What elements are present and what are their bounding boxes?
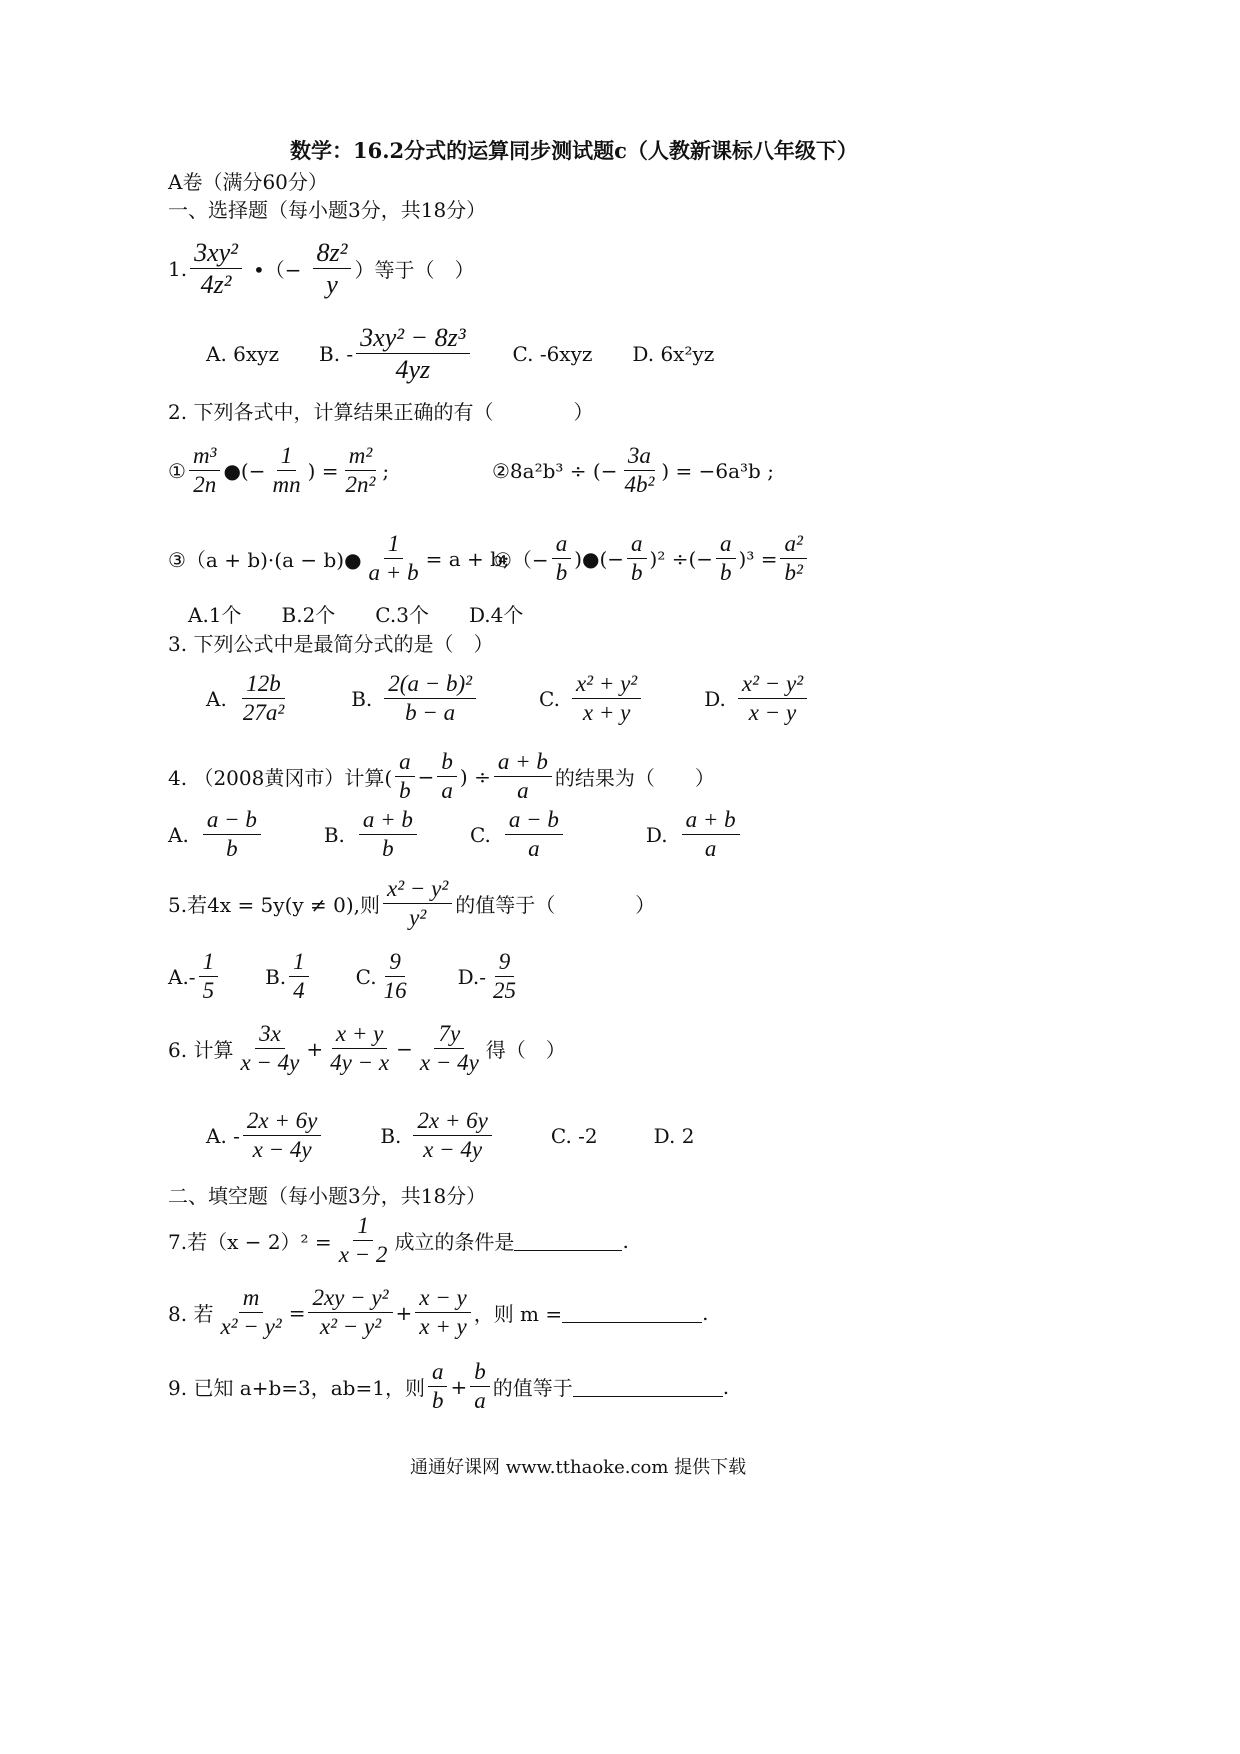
fraction: $\frac{\text{3xy² − 8z³}}{4yz}$	[356, 322, 469, 385]
statement-marker: ①	[168, 458, 186, 483]
answer-blank[interactable]	[562, 1302, 702, 1323]
fraction: $\frac{3a}{\text{4b²}}$	[624, 443, 655, 497]
question-tail: ，则 m =	[473, 1302, 563, 1326]
fraction: $\frac{\text{3xy²}}{\text{4z²}}$	[190, 237, 242, 300]
question-tail: 的值等于（ ）	[455, 893, 656, 917]
page-title: 数学：16.2分式的运算同步测试题c（人教新课标八年级下）	[290, 138, 858, 163]
volume-label: A卷（满分60分）	[168, 170, 328, 194]
fraction: $\frac{9}{25}$	[493, 949, 517, 1003]
section-heading: 一、选择题（每小题3分，共18分）	[168, 198, 487, 222]
statement-marker: ③（a + b)·(a − b)●	[168, 548, 362, 572]
fraction: $\frac{1}{mn}$	[272, 443, 301, 497]
statement-2	[492, 442, 774, 499]
answer-options: A.1个 B.2个 C.3个 D.4个	[188, 603, 524, 627]
fraction: $\frac{\text{m²}}{\text{2n²}}$	[345, 443, 376, 497]
answer-options	[168, 806, 743, 863]
fraction: $\frac{a + b}{a}$	[682, 806, 740, 863]
fraction: $\frac{3x}{x - 4y}$	[240, 1021, 300, 1075]
statement-4: ④（− $\frac{a}{b}$ )●(− $\frac{a}{b}$ )² ÷(− $\frac{a}{b}$ )³ = $\frac{\text{a²}}{\text{b²}}$	[494, 530, 810, 587]
question-8: 8. 若 $\frac{m}{\text{x² − y²}}$ = $\frac{\text{2xy − y²}}{\text{x² − y²}}$ + $\frac{x - y}{x + y}$ ，则 m = .	[168, 1285, 709, 1339]
option-c: C.	[469, 822, 491, 847]
option-d: D.	[704, 686, 726, 711]
fraction: $\frac{a - b}{a}$	[505, 806, 563, 863]
option-a: A.-	[168, 964, 196, 989]
question-4: 4. （2008黄冈市）计算( $\frac{a}{b}$ − $\frac{b}{a}$ ) ÷ $\frac{a + b}{a}$ 的结果为（ ）	[168, 749, 715, 803]
fraction: $\frac{1}{a + b}$	[368, 531, 419, 585]
fraction: $\frac{m}{\text{x² − y²}}$	[220, 1285, 282, 1339]
question-5	[168, 875, 655, 932]
fraction: $\frac{\text{x² − y²}}{x - y}$	[738, 670, 807, 727]
fraction: $\frac{a}{b}$	[627, 530, 647, 587]
question-stem: 9. 已知 a+b=3，ab=1，则	[168, 1376, 425, 1400]
question-1: 1. $\frac{\text{3xy²}}{\text{4z²}}$ •（− $\frac{\text{8z²}}{y}$ ）等于（ ）	[168, 238, 475, 299]
statement-tail: ) = −6a³b ;	[661, 458, 774, 483]
fraction: $\frac{\text{2(a − b)²}}{b - a}$	[384, 670, 476, 727]
fraction: $\frac{1}{x - 2}$	[338, 1213, 388, 1267]
question-tail: 的值等于	[492, 1376, 573, 1400]
option-c: C.	[355, 964, 377, 989]
fraction: $\frac{1}{4}$	[289, 948, 309, 1005]
question-number: 1.	[168, 256, 188, 281]
fraction: $\frac{a - b}{b}$	[203, 806, 261, 863]
fraction: $\frac{\text{2xy − y²}}{\text{x² − y²}}$	[308, 1284, 392, 1341]
statement-3	[168, 530, 510, 587]
option-d: D.	[645, 822, 668, 847]
question-tail: 的结果为（ ）	[554, 766, 715, 790]
option-b: B.	[323, 822, 345, 847]
fraction: $\frac{9}{16}$	[383, 949, 407, 1003]
question-stem: 6. 计算	[168, 1038, 234, 1062]
fraction: $\frac{7y}{x - 4y}$	[419, 1021, 479, 1075]
question-7: 7.若（x − 2）² = $\frac{1}{x - 2}$ 成立的条件是 .	[168, 1213, 629, 1267]
fraction: $\frac{2x + 6y}{x - 4y}$	[243, 1107, 321, 1164]
question-6: 6. 计算 $\frac{3x}{x - 4y}$ + $\frac{x + y}{4y - x}$ − $\frac{7y}{x - 4y}$ 得（ ）	[168, 1021, 566, 1075]
fraction: $\frac{1}{5}$	[199, 948, 219, 1005]
option-a: A. 6xyz	[206, 341, 279, 366]
question-tail: ）等于（ ）	[354, 258, 475, 282]
fraction: $\frac{a}{b}$	[552, 530, 572, 587]
option-a: A.	[206, 686, 227, 711]
question-9: 9. 已知 a+b=3，ab=1，则 $\frac{a}{b}$ + $\frac{b}{a}$ 的值等于 .	[168, 1359, 730, 1413]
fraction: $\frac{a + b}{a}$	[494, 748, 552, 805]
answer-options	[206, 322, 714, 385]
fraction: $\frac{a}{b}$	[395, 748, 415, 805]
fraction: $\frac{a + b}{b}$	[359, 806, 417, 863]
answer-blank[interactable]	[514, 1230, 622, 1251]
fraction: $\frac{x + y}{4y - x}$	[330, 1021, 390, 1075]
answer-options	[206, 1107, 694, 1164]
question-stem: 8. 若	[168, 1302, 214, 1326]
option-a: A. -	[206, 1123, 240, 1148]
fraction: $\frac{x - y}{x + y}$	[415, 1284, 470, 1341]
question-3: 3. 下列公式中是最简分式的是（ ）	[168, 632, 494, 656]
fraction: $\frac{b}{a}$	[437, 748, 457, 805]
fraction: $\frac{\text{x² − y²}}{\text{y²}}$	[383, 875, 452, 932]
fraction: $\frac{\text{8z²}}{y}$	[313, 237, 352, 300]
option-c: C. -2	[550, 1123, 598, 1148]
answer-blank[interactable]	[573, 1376, 723, 1397]
option-c: C. -6xyz	[512, 341, 593, 366]
answer-options	[206, 670, 810, 727]
option-c: C.	[539, 686, 560, 711]
option-b: B.	[380, 1123, 402, 1148]
statement-marker: ②8a²b³ ÷ (−	[492, 458, 618, 483]
fraction: $\frac{b}{a}$	[470, 1358, 490, 1415]
fraction: $\frac{12b}{\text{27a²}}$	[242, 671, 285, 725]
option-d: D. 2	[653, 1123, 695, 1148]
fraction: $\frac{2x + 6y}{x - 4y}$	[413, 1107, 491, 1164]
fraction: $\frac{\text{a²}}{\text{b²}}$	[780, 530, 806, 587]
question-stem: 4. （2008黄冈市）计算(	[168, 766, 393, 790]
question-stem: 7.若（x − 2）² =	[168, 1230, 332, 1254]
option-b: B. -	[319, 341, 354, 366]
option-d: D.-	[457, 964, 487, 989]
question-2: 2. 下列各式中，计算结果正确的有（ ）	[168, 400, 594, 424]
fraction: $\frac{a}{b}$	[716, 530, 736, 587]
page-footer: 通通好课网 www.tthaoke.com 提供下载	[410, 1457, 747, 1478]
answer-options	[168, 948, 523, 1005]
fraction: $\frac{\text{m³}}{2n}$	[189, 442, 221, 499]
option-d: D. 6x²yz	[632, 341, 715, 366]
fraction: $\frac{a}{b}$	[428, 1358, 448, 1415]
question-stem: 5.若4x = 5y(y ≠ 0),则	[168, 893, 381, 917]
option-b: B.	[351, 686, 373, 711]
statement-1: ① $\frac{\text{m³}}{2n}$ ●(− $\frac{1}{mn}$ ) = $\frac{\text{m²}}{\text{2n²}}$ ;	[168, 443, 390, 497]
option-a: A.	[168, 822, 189, 847]
option-b: B.	[265, 964, 287, 989]
statement-marker: ④（−	[494, 548, 549, 572]
section-heading: 二、填空题（每小题3分，共18分）	[168, 1184, 487, 1208]
question-tail: 得（ ）	[485, 1038, 566, 1062]
question-tail: 成立的条件是	[394, 1230, 515, 1254]
fraction: $\frac{\text{x² + y²}}{x + y}$	[572, 670, 641, 727]
statement-tail: = a + b;	[425, 546, 510, 571]
